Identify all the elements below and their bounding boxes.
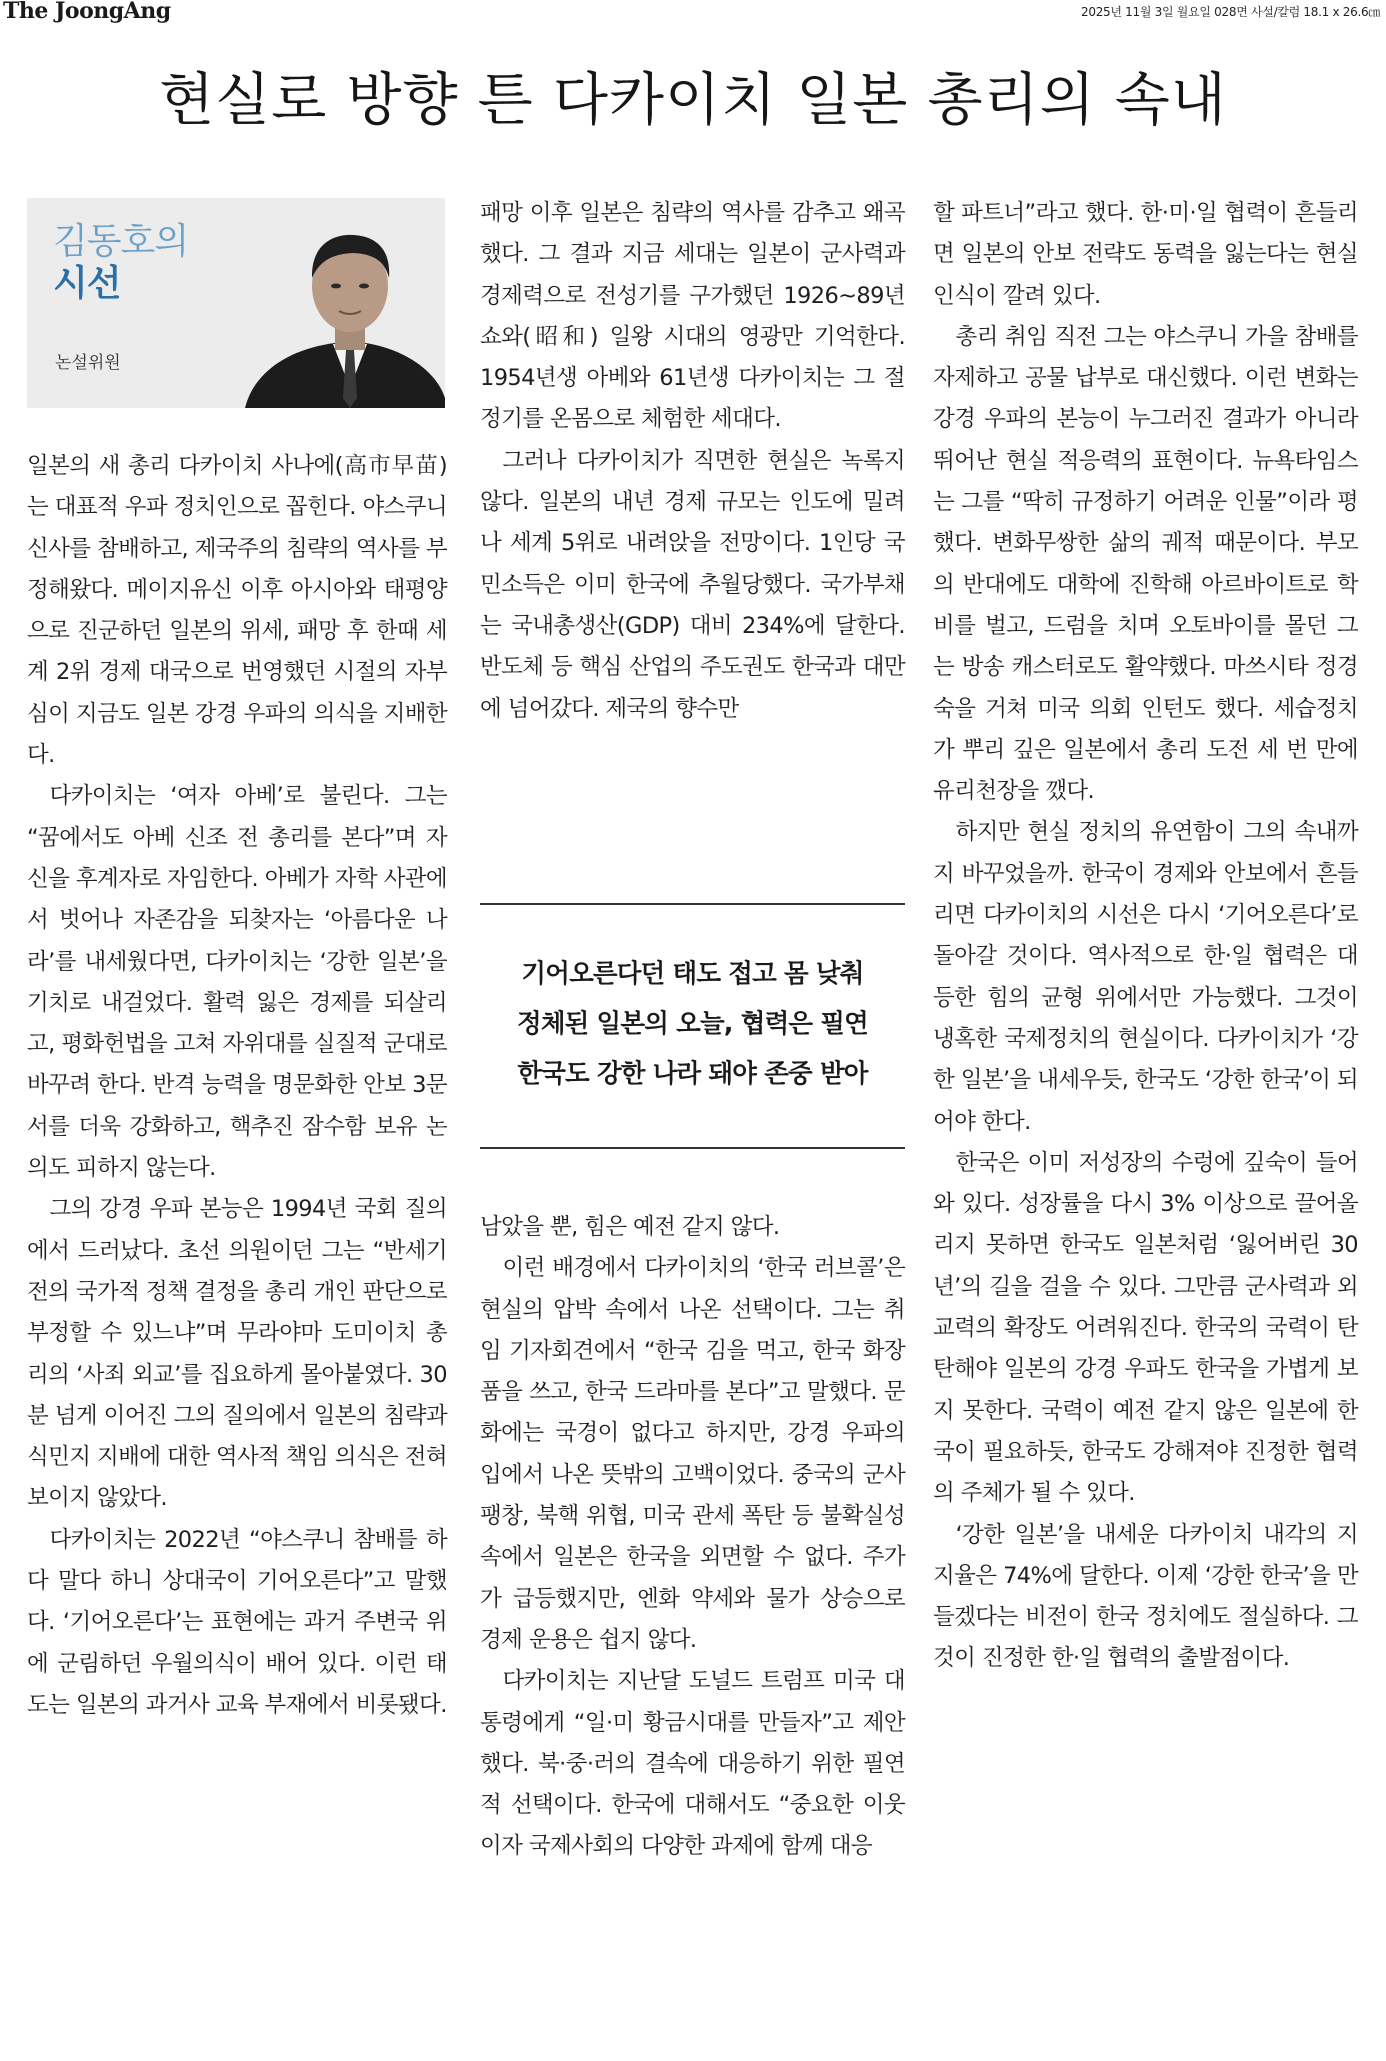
body-column-2 xyxy=(480,193,905,730)
pull-quote-line: 정체된 일본의 오늘, 협력은 필연 xyxy=(516,1009,869,1039)
paragraph: 한국은 이미 저성장의 수렁에 깊숙이 들어와 있다. 성장률을 다시 3% 이상으로 끌어올리지 못하면 한국도 일본처럼 ‘잃어버린 30년’의 길을 걸을 수 있다. 그만큼 군사력과 외교력의 확장도 어려워진다. 한국의 국력이 탄탄해야 일본의 강경 우파도 한국을 가볍게 보지 못한다. 국력이 예전 같지 않은 일본에 한국이 필요하듯, 한국도 강해져야 진정한 협력의 주체가 될 수 있다. xyxy=(933,1149,1358,1507)
column-header-box xyxy=(27,198,445,408)
column-title: 시선 xyxy=(53,263,121,304)
body-column-3 xyxy=(933,193,1358,1680)
body-column-1 xyxy=(27,446,447,1726)
newspaper-logo: The JoongAng xyxy=(3,0,171,24)
paragraph: 하지만 현실 정치의 유연함이 그의 속내까지 바꾸었을까. 한국이 경제와 안보에서 흔들리면 다카이치의 시선은 다시 ‘기어오른다’로 돌아갈 것이다. 역사적으로 한·일 협력은 대등한 힘의 균형 위에서만 가능했다. 그것이 냉혹한 국제정치의 현실이다. 다카이치가 ‘강한 일본’을 내세우듯, 한국도 ‘강한 한국’이 되어야 한다. xyxy=(933,819,1358,1135)
paragraph: 그러나 다카이치가 직면한 현실은 녹록지 않다. 일본의 내년 경제 규모는 인도에 밀려나 세계 5위로 내려앉을 전망이다. 1인당 국민소득은 이미 한국에 추월당했다. 국가부채는 국내총생산(GDP) 대비 234%에 달한다. 반도체 등 핵심 산업의 주도권도 한국과 대만에 넘어갔다. 제국의 향수만 xyxy=(480,447,905,722)
columnist-name: 김동호의 xyxy=(53,221,189,262)
paragraph: 그의 강경 우파 본능은 1994년 국회 질의에서 드러났다. 초선 의원이던 그는 “반세기 전의 국가적 정책 결정을 총리 개인 판단으로 부정할 수 있느냐”며 무라야마 도미이치 총리의 ‘사죄 외교’를 집요하게 몰아붙였다. 30분 넘게 이어진 그의 질의에서 일본의 침략과 식민지 지배에 대한 역사적 책임 의식은 전혀 보이지 않았다. xyxy=(27,1196,447,1512)
paragraph: 패망 이후 일본은 침략의 역사를 감추고 왜곡했다. 그 결과 지금 세대는 일본이 군사력과 경제력으로 전성기를 구가했던 1926~89년 쇼와(昭和) 일왕 시대의 영광만 기억한다. 1954년생 아베와 61년생 다카이치는 그 절정기를 온몸으로 체험한 세대다. xyxy=(480,200,905,433)
paragraph: 이런 배경에서 다카이치의 ‘한국 러브콜’은 현실의 압박 속에서 나온 선택이다. 그는 취임 기자회견에서 “한국 김을 먹고, 한국 화장품을 쓰고, 한국 드라마를 본다”고 말했다. 문화에는 국경이 없다고 하지만, 강경 우파의 입에서 나온 뜻밖의 고백이었다. 중국의 군사 팽창, 북핵 위협, 미국 관세 폭탄 등 불확실성 속에서 일본은 한국을 외면할 수 없다. 주가가 급등했지만, 엔화 약세와 물가 상승으로 경제 운용은 쉽지 않다. xyxy=(480,1255,905,1653)
columnist-portrait xyxy=(235,198,445,408)
paragraph: 다카이치는 ‘여자 아베’로 불린다. 그는 “꿈에서도 아베 신조 전 총리를 본다”며 자신을 후계자로 자임한다. 아베가 자학 사관에서 벗어나 자존감을 되찾자는 ‘아름다운 나라’를 내세웠다면, 다카이치는 ‘강한 일본’을 기치로 내걸었다. 활력 잃은 경제를 되살리고, 평화헌법을 고쳐 자위대를 실질적 군대로 바꾸려 한다. 반격 능력을 명문화한 안보 3문서를 더욱 강화하고, 핵추진 잠수함 보유 논의도 피하지 않는다. xyxy=(27,783,447,1182)
pull-quote-line: 기어오른다던 태도 접고 몸 낮춰 xyxy=(521,959,864,989)
paragraph: ‘강한 일본’을 내세운 다카이치 내각의 지지율은 74%에 달한다. 이제 ‘강한 한국’을 만들겠다는 비전이 한국 정치에도 절실하다. 그것이 진정한 한·일 협력의 출발점이다. xyxy=(933,1521,1358,1672)
paragraph: 다카이치는 2022년 “야스쿠니 참배를 하다 말다 하니 상대국이 기어오른다”고 말했다. ‘기어오른다’는 표현에는 과거 주변국 위에 군림하던 우월의식이 배어 있다. 이런 태도는 일본의 과거사 교육 부재에서 비롯됐다. xyxy=(27,1526,447,1718)
paragraph: 일본의 새 총리 다카이치 사나에(高市早苗)는 대표적 우파 정치인으로 꼽힌다. 야스쿠니 신사를 참배하고, 제국주의 침략의 역사를 부정해왔다. 메이지유신 이후 아시아와 태평양으로 진군하던 일본의 위세, 패망 후 한때 세계 2위 경제 대국으로 번영했던 시절의 자부심이 지금도 일본 강경 우파의 의식을 지배한다. xyxy=(27,453,447,769)
masthead xyxy=(0,0,1386,26)
paragraph: 총리 취임 직전 그는 야스쿠니 가을 참배를 자제하고 공물 납부로 대신했다. 이런 변화는 강경 우파의 본능이 누그러진 결과가 아니라 뛰어난 현실 적응력의 표현이다. 뉴욕타임스는 그를 “딱히 규정하기 어려운 인물”이라 평했다. 변화무쌍한 삶의 궤적 때문이다. 부모의 반대에도 대학에 진학해 아르바이트로 학비를 벌고, 드럼을 치며 오토바이를 몰던 그는 방송 캐스터로도 활약했다. 마쓰시타 정경숙을 거쳐 미국 의회 인턴도 했다. 세습정치가 뿌리 깊은 일본에서 총리 도전 세 번 만에 유리천장을 깼다. xyxy=(933,323,1358,805)
columnist-role: 논설위원 xyxy=(55,353,121,373)
publication-info: 2025년 11월 3일 월요일 028면 사설/칼럼 18.1 x 26.6㎝ xyxy=(1081,5,1380,19)
paragraph: 할 파트너”라고 했다. 한·미·일 협력이 흔들리면 일본의 안보 전략도 동력을 잃는다는 현실 인식이 깔려 있다. xyxy=(933,200,1358,309)
headline: 현실로 방향 튼 다카이치 일본 총리의 속내 xyxy=(159,67,1227,133)
body-column-2-continued xyxy=(480,1207,905,1868)
paragraph: 다카이치는 지난달 도널드 트럼프 미국 대통령에게 “일·미 황금시대를 만들자”고 제안했다. 북·중·러의 결속에 대응하기 위한 필연적 선택이다. 한국에 대해서도 “중요한 이웃이자 국제사회의 다양한 과제에 함께 대응 xyxy=(480,1668,905,1860)
paragraph: 남았을 뿐, 힘은 예전 같지 않다. xyxy=(480,1214,780,1240)
pull-quote xyxy=(480,903,905,1149)
pull-quote-line: 한국도 강한 나라 돼야 존중 받아 xyxy=(517,1059,868,1089)
